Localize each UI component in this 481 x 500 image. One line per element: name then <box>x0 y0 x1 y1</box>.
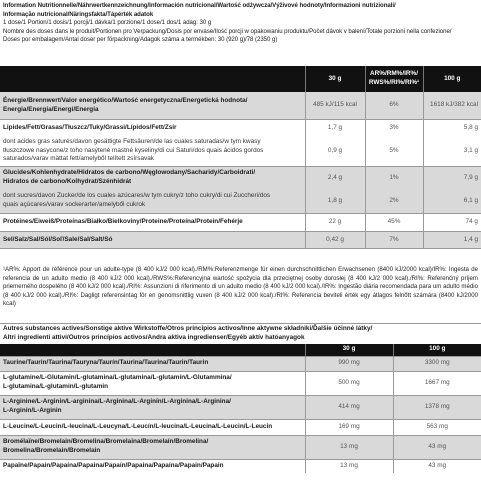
row-fat: Lipides/Fett/Grasas/Tłuszcz/Tuky/Grassi/Lípidos/Fett/Zsír 1,7 g 3% 5,8 g <box>0 120 481 137</box>
nutrition-table-header <box>0 66 481 92</box>
active-row-glutamine: L-glutamine/L-Glutamin/L-glutamina/L-glutamina/L-glutamín/L-Glutammina/ L-glutamina/L-glutamin/L-glutamin 500 mg 1667 mg <box>0 371 481 395</box>
col-reference-intake: AR%/RM%/IR%/ RWS%/RI%/RI%¹ <box>365 66 423 92</box>
salt-30g: 0,42 g <box>305 232 365 249</box>
col-100g: 100 g <box>423 66 481 92</box>
active-row-arginine: L-Arginine/L-Arginin/L-arginina/L-Arginina/L-Arginín/L-Arginina/L-Arginina/ L-Arginin/L-Arginin 414 mg 1378 mg <box>0 395 481 419</box>
salt-ri: 7% <box>365 232 423 249</box>
energy-30g: 485 kJ/115 kcal <box>305 92 365 120</box>
col-30g: 30 g <box>305 66 365 92</box>
servings-per-pack-cont: Doses por embalagem/Antal doser per förpackning/Adagok száma a termékben: 30 (920 g)/78 (2350 g) <box>3 36 278 44</box>
active-col-30g: 30 g <box>305 344 393 357</box>
active-row-papain: Papaïne/Papain/Papaína/Papaina/Papaín/Papaina/Papaína/Papain/Papain 13 mg 43 mg <box>0 459 481 473</box>
nutrition-table <box>0 66 481 249</box>
row-carbohydrates: Glucides/Kohlenhydrate/Hidratos de carbono/Węglowodany/Sacharidy/Carboidrati/ Hidratos de carbono/Kolhydrat/Szénhidrát 2,4 g 1% 7,9 g <box>0 167 481 190</box>
fat-30g: 1,7 g <box>305 120 365 137</box>
protein-30g: 22 g <box>305 214 365 232</box>
servings-per-pack: Nombre des doses dans le produit/Portionen pro Verpackung/Dosis por envase/Ilość porcji w opakowaniu produktu/Počet dávok v balení/Totale porzioni nella confezione/ <box>3 27 452 35</box>
saturates-ri: 5% <box>365 136 423 167</box>
active-col-100g: 100 g <box>393 344 481 357</box>
header-title-cont: Informação nutricional/Näringsfakta/Tápérték adatok <box>3 10 154 18</box>
sugars-30g: 1,8 g <box>305 189 365 214</box>
active-row-taurine: Taurine/Taurin/Taurina/Tauryna/Taurín/Taurina/Taurina/Taurin/Taurin 990 mg 3300 mg <box>0 356 481 371</box>
row-protein: Protéines/Eiweiß/Proteínas/Białko/Bielkoviny/Proteine/Proteína/Protein/Fehérje 22 g 45% 74 g <box>0 214 481 232</box>
sugars-ri: 2% <box>365 189 423 214</box>
sugars-100g: 6,1 g <box>423 189 481 214</box>
header-title: Information Nutritionnelle/Nährwertkennzeichnung/Información nutricional/Wartość odżywcza/Výživové hodnoty/Informazioni nutrizionali/ <box>3 2 396 9</box>
row-salt: Sel/Salz/Sal/Sól/Soľ/Sale/Sal/Salt/Só 0,42 g 7% 1,4 g <box>0 232 481 249</box>
fat-100g: 5,8 g <box>423 120 481 137</box>
active-substances-table <box>0 323 481 473</box>
energy-ri: 6% <box>365 92 423 120</box>
active-substances-title: Autres substances actives/Sonstige aktive Wirkstoffe/Otros principios activos/Inne aktywne składniki/Ďalšie účinné látky/ Altri ingredienti attivi/Outros princípios activos/Andra aktiva ingredienser/Egyéb aktív hatóanyagok <box>0 324 481 344</box>
label-header <box>0 0 481 45</box>
row-energy: Énergie/Brennwert/Valor energético/Wartość energetyczna/Energetická hodnota/ Energia/Energia/Energi/Energia 485 kJ/115 kcal 6% 1618 kJ/382 kcal <box>0 92 481 120</box>
energy-100g: 1618 kJ/382 kcal <box>423 92 481 120</box>
protein-100g: 74 g <box>423 214 481 232</box>
saturates-30g: 0,9 g <box>305 136 365 167</box>
reference-intake-footnote: ¹AR%: Apport de référence pour un adulte-type (8 400 kJ/2 000 kcal)./RM%:Referenzmenge für einen durchschnittlichen Erwachsenen (8400 kJ/2000 kcal)/IR%: Ingesta de referencia de un adulto medio (8 400 kJ/2 000 kcal)./RWS%:Referencyjna wartość spożycia dla przeciętnej osoby dorosłej (8 400 kJ/2 000 kcal)./RI%: Referenčný príjem priemerného dospelého (8 400 kJ/2 000 kcal)./RI%: Assunzioni di riferimento di un adulto medio (8 400 kJ/2 000 kcal)./IR%: Ingestão diária recomendada para um adulto médio (8 400 kJ/2 000 kcal)./RI%: Dagligt referensintag för en genomsnittlig vuxen (8 400 kJ/2 000 kcal)./RI%: Referencia beviteli érték egy átlagos felnőtt számára (8400 kJ/2000 kcal) <box>3 266 478 308</box>
serving-size: 1 dose/1 Portion/1 dosis/1 porcji/1 dávka/1 porzione/1 dose/1 dos/1 adag: 30 g <box>3 19 212 27</box>
active-row-bromelain: Bromélaïne/Bromelain/Bromelina/Bromelaina/Bromelaín/Bromelina/ Bromelina/Bromelain/Bromelain 13 mg 43 mg <box>0 435 481 459</box>
salt-100g: 1,4 g <box>423 232 481 249</box>
carbs-ri: 1% <box>365 167 423 190</box>
row-sugars: dont sucres/davon Zucker/de los cuales azúcares/w tym cukry/z toho cukry/di cui Zuccheri/dos quais açúcares/varav sockerarter/amelyből cukrok 1,8 g 2% 6,1 g <box>0 189 481 214</box>
active-table-header <box>0 344 481 357</box>
saturates-100g: 3,1 g <box>423 136 481 167</box>
carbs-100g: 7,9 g <box>423 167 481 190</box>
protein-ri: 45% <box>365 214 423 232</box>
carbs-30g: 2,4 g <box>305 167 365 190</box>
fat-ri: 3% <box>365 120 423 137</box>
active-row-leucine: L-Leucine/L-Leucin/L-leucina/L-Leucyna/L-Leucín/L-leucina/L-Leucina/L-Leucin/L-Leucin 169 mg 563 mg <box>0 419 481 435</box>
row-saturates: dont acides gras saturés/davon gesättigte Fettsäuren/de las cuales saturadas/w tym kwasy tłuszczowe nasycone/z toho nasýtené mastné kyseliny/di cui Saturi/dos quais ácidos gordos saturados/varav mättat fett/amelyből telített zsírsavak 0,9 g 5% 3,1 g <box>0 136 481 167</box>
